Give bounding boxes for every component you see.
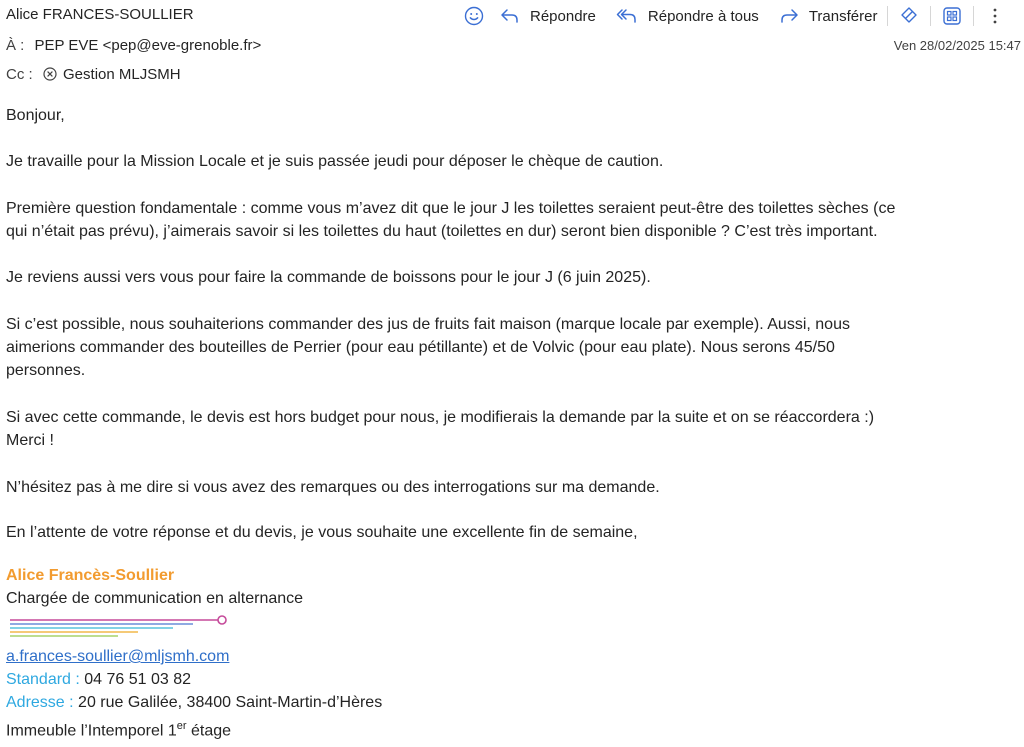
to-line bbox=[6, 37, 261, 54]
paragraph-toilets bbox=[6, 197, 895, 243]
reply-icon bbox=[500, 7, 520, 25]
building-suffix: étage bbox=[190, 722, 232, 740]
paragraph-drinks-order: Je reviens aussi vers vous pour faire la commande de boissons pour le jour J (6 juin 2025). bbox=[6, 269, 651, 286]
reply-all-icon bbox=[616, 7, 638, 25]
paragraph-closing: En l’attente de votre réponse et du devis, je vous souhaite une excellente fin de semaine, bbox=[6, 524, 638, 541]
signature-phone bbox=[6, 671, 191, 689]
signature-building bbox=[6, 720, 231, 740]
paragraph-intro: Je travaille pour la Mission Locale et je suis passée jeudi pour déposer le chèque de caution. bbox=[6, 153, 664, 170]
phone-value: 04 76 51 03 82 bbox=[84, 671, 192, 688]
address-value: 20 rue Galilée, 38400 Saint-Martin-d’Hères bbox=[78, 694, 383, 711]
paragraph-line: qui n’était pas prévu), j’aimerais savoir si les toilettes du haut (toilettes en dur) seront bien disponible ? C’est très important. bbox=[6, 223, 878, 240]
toolbar-divider bbox=[973, 6, 974, 26]
copilot-icon[interactable] bbox=[897, 4, 921, 28]
paragraph-line: personnes. bbox=[6, 362, 86, 379]
forward-icon bbox=[779, 7, 799, 25]
address-label: Adresse : bbox=[6, 694, 74, 711]
phone-label: Standard : bbox=[6, 671, 80, 688]
signature-name: Alice Francès-Soullier bbox=[6, 567, 175, 584]
paragraph-line: Si avec cette commande, le devis est hors budget pour nous, je modifierais la demande par la suite et on se réaccordera :) bbox=[6, 409, 875, 426]
cc-label: Cc : bbox=[6, 66, 33, 83]
apps-icon[interactable] bbox=[940, 4, 964, 28]
paragraph-line: aimerions commander des bouteilles de Perrier (pour eau pétillante) et de Volvic (pour eau plate). Nous serons 45/50 bbox=[6, 339, 835, 356]
signature-address bbox=[6, 694, 382, 712]
reply-all-label: Répondre à tous bbox=[647, 7, 759, 25]
forward-button[interactable] bbox=[779, 7, 878, 25]
forward-label: Transférer bbox=[808, 7, 878, 25]
signature-role: Chargée de communication en alternance bbox=[6, 590, 304, 607]
toolbar-divider bbox=[887, 6, 888, 26]
reply-button[interactable] bbox=[500, 7, 596, 25]
remove-recipient-icon[interactable] bbox=[43, 67, 57, 81]
paragraph-line: Première question fondamentale : comme vous m’avez dit que le jour J les toilettes seraient peut-être des toilettes sèches (ce bbox=[6, 200, 896, 217]
building-prefix: Immeuble l’Intemporel 1 bbox=[6, 722, 177, 740]
signature-email-link[interactable]: a.frances-soullier@mljsmh.com bbox=[6, 648, 230, 665]
sent-date: Ven 28/02/2025 15:47 bbox=[893, 38, 1021, 53]
sender-name[interactable]: Alice FRANCES-SOULLIER bbox=[6, 6, 194, 23]
paragraph-line: Si c’est possible, nous souhaiterions commander des jus de fruits fait maison (marque locale par exemple). Aussi, nous bbox=[6, 316, 850, 333]
signature-logo-lines bbox=[8, 612, 232, 638]
more-icon[interactable] bbox=[983, 4, 1007, 28]
paragraph-drinks-details bbox=[6, 313, 850, 382]
to-recipient[interactable]: PEP EVE <pep@eve-grenoble.fr> bbox=[34, 37, 262, 54]
cc-recipient[interactable]: Gestion MLJSMH bbox=[63, 66, 181, 83]
greeting: Bonjour, bbox=[6, 107, 65, 124]
paragraph-line: Merci ! bbox=[6, 432, 54, 449]
emoji-icon[interactable] bbox=[462, 4, 486, 28]
building-sup: er bbox=[176, 720, 187, 732]
reply-all-button[interactable] bbox=[616, 7, 759, 25]
paragraph-budget bbox=[6, 406, 874, 452]
cc-line bbox=[6, 66, 181, 83]
reply-label: Répondre bbox=[530, 7, 596, 25]
message-toolbar bbox=[462, 4, 1007, 28]
paragraph-questions: N’hésitez pas à me dire si vous avez des remarques ou des interrogations sur ma demande. bbox=[6, 479, 660, 496]
toolbar-divider bbox=[930, 6, 931, 26]
to-label: À : bbox=[6, 37, 25, 54]
